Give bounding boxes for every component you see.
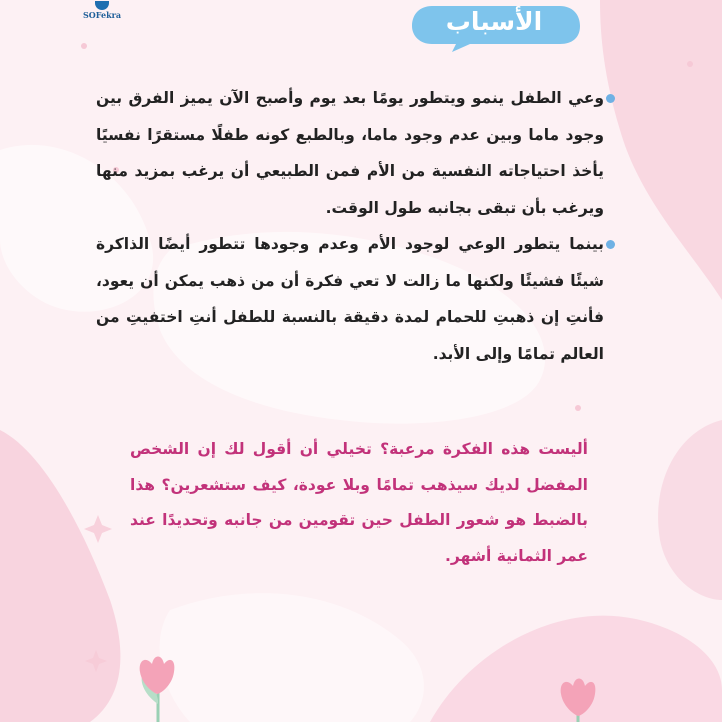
bullet-dot-icon (606, 94, 615, 103)
title-bubble (408, 2, 580, 50)
highlight-paragraph: أليست هذه الفكرة مرعبة؟ تخيلي أن أقول لك إن الشخص المفضل لديك سيذهب تمامًا وبلا عودة، كيف ستشعرين؟ هذا بالضبط هو شعور الطفل حين تقومين من جانبه وتحديدًا عند عمر الثمانية أشهر. (130, 440, 588, 565)
paragraph-1-text: وعي الطفل ينمو ويتطور يومًا بعد يوم وأصبح الآن يميز الفرق بين وجود ماما وبين عدم وجود ماما، وبالطبع كونه طفلًا مستقرًا نفسيًا يأخذ احتياجاته النفسية من الأم فمن الطبيعي أن يرغب بمزيد منها ويرغب بأن تبقى بجانبه طول الوقت. (96, 89, 604, 217)
bg-blob-top-right (600, 0, 722, 300)
bg-blob-bottom-left (0, 430, 120, 722)
paragraph-2-text: بينما يتطور الوعي لوجود الأم وعدم وجودها تتطور أيضًا الذاكرة شيئًا فشيئًا ولكنها ما زالت لا تعي فكرة أن من ذهب يمكن أن يعود، فأنتِ إن ذهبتِ للحمام لمدة دقيقة بالنسبة للطفل أنتِ اختفيتِ من العالم تمامًا وإلى الأبد. (96, 235, 604, 363)
logo-text: SOFekra (82, 10, 122, 20)
bg-blob-right-mid (658, 420, 722, 600)
page-title: الأسباب (445, 7, 543, 36)
paragraph-1 (96, 80, 604, 226)
logo-icon (95, 1, 109, 10)
bullet-dot-icon (606, 240, 615, 249)
main-content (96, 80, 604, 372)
paragraph-2 (96, 226, 604, 372)
brand-logo (80, 0, 124, 24)
bg-blob-bottom-center (160, 593, 424, 722)
